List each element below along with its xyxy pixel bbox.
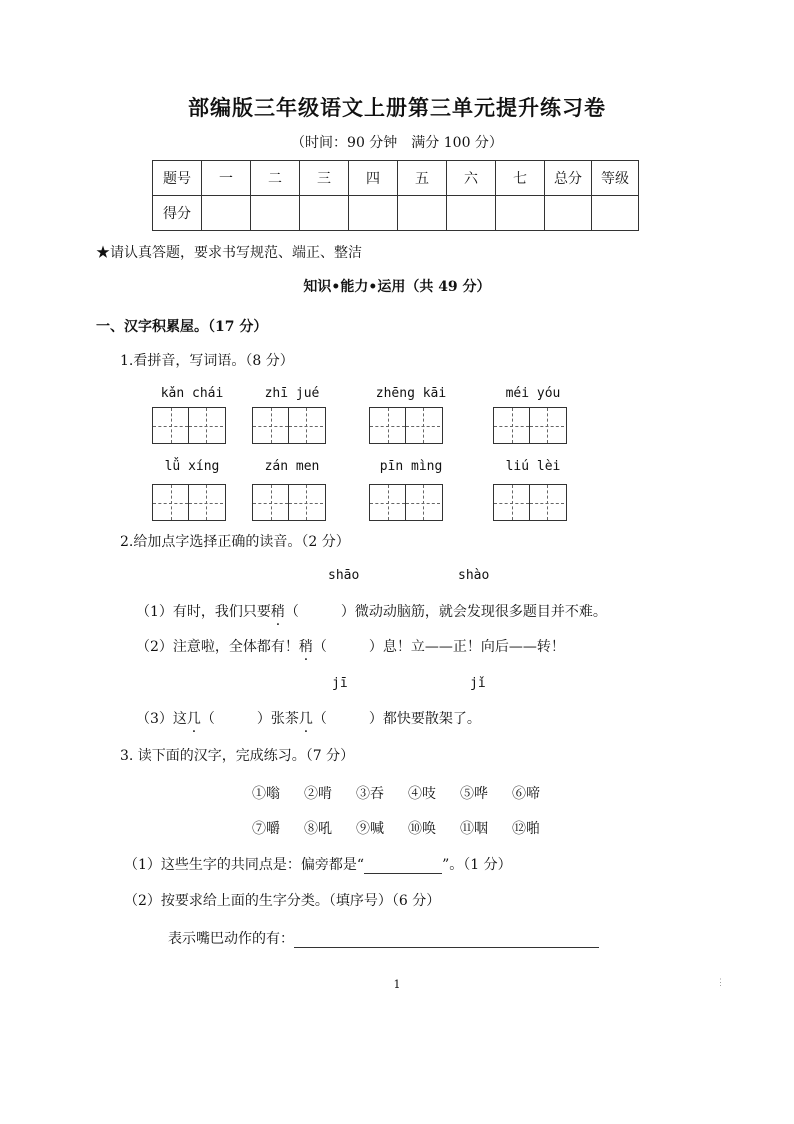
char-item: ⑩唤: [408, 821, 436, 837]
score-header-cell: 四: [349, 161, 398, 196]
score-header-cell: 题号: [153, 161, 202, 196]
char-row-2: [252, 818, 564, 838]
pinyin-item: [493, 386, 573, 444]
score-cell[interactable]: [545, 196, 592, 231]
char-item: ⑪咽: [460, 821, 488, 837]
sentence-text: （1）有时，我们只要: [136, 604, 271, 620]
score-cell[interactable]: [349, 196, 398, 231]
score-header-cell: 六: [447, 161, 496, 196]
char-item: ④吱: [408, 786, 436, 802]
q3-sub2: （2）按要求给上面的生字分类。（填序号）（6 分）: [124, 893, 441, 909]
q2-sentence-3: [136, 708, 481, 728]
reading-option: jī: [332, 676, 348, 691]
q3-sub1: [124, 854, 512, 874]
sentence-text: ”。（1 分）: [442, 857, 512, 873]
char-item: ⑥啼: [512, 786, 540, 802]
score-cell[interactable]: [202, 196, 251, 231]
score-table-score-row: [153, 196, 639, 231]
char-item: ⑤哗: [460, 786, 488, 802]
reading-option: shào: [458, 568, 490, 583]
score-header-cell: 一: [202, 161, 251, 196]
pinyin-item: [252, 459, 332, 521]
pinyin-label: pīn mìng: [379, 459, 443, 474]
writing-grid[interactable]: [493, 407, 567, 444]
pinyin-item: [152, 386, 232, 444]
char-item: ②啃: [304, 786, 332, 802]
score-header-cell: 总分: [545, 161, 592, 196]
char-item: ①嗡: [252, 786, 280, 802]
sentence-text: 微动动脑筋，就会发现很多题目并不难。: [354, 604, 607, 620]
answer-line[interactable]: [294, 933, 599, 948]
pinyin-label: liú lèi: [505, 459, 561, 474]
exam-time-info: （时间：90 分钟 满分 100 分）: [291, 135, 503, 151]
reading-option: shāo: [328, 568, 360, 583]
q1-prompt: 1.看拼音，写词语。（8 分）: [120, 353, 294, 369]
writing-grid[interactable]: [252, 407, 326, 444]
answer-blank[interactable]: （ ）: [312, 639, 383, 655]
pinyin-label: zhī jué: [264, 386, 320, 401]
sentence-text: （3）这: [136, 711, 187, 727]
pinyin-label: zán men: [264, 459, 320, 474]
char-row-1: [252, 783, 564, 803]
char-item: ⑨喊: [356, 821, 384, 837]
sentence-text: 张茶: [270, 711, 299, 727]
char-item: ⑫啪: [512, 821, 540, 837]
answer-blank[interactable]: [364, 859, 442, 874]
q2-sentence-1: [136, 601, 607, 621]
part1-title: 一、汉字积累屋。（17 分）: [96, 319, 268, 335]
writing-grid[interactable]: [369, 484, 443, 521]
score-header-cell: 五: [398, 161, 447, 196]
sentence-text: 表示嘴巴动作的有：: [168, 931, 294, 947]
answer-blank[interactable]: （ ）: [284, 604, 355, 620]
sentence-text: 都快要散架了。: [382, 711, 481, 727]
pinyin-item: [493, 459, 573, 521]
pinyin-item: [152, 459, 232, 521]
pinyin-label: zhēng kāi: [375, 386, 447, 401]
score-header-cell: 等级: [592, 161, 639, 196]
page-number: 1: [393, 978, 401, 991]
writing-grid[interactable]: [493, 484, 567, 521]
pinyin-item: [369, 459, 453, 521]
reading-option: jǐ: [470, 676, 486, 691]
writing-grid[interactable]: [152, 407, 226, 444]
sentence-text: （2）注意啦，全体都有！: [136, 639, 299, 655]
q3-sub2-line: [168, 928, 599, 948]
pinyin-item: [252, 386, 332, 444]
score-cell[interactable]: [251, 196, 300, 231]
score-cell[interactable]: [398, 196, 447, 231]
pinyin-label: kǎn chái: [160, 386, 224, 401]
score-row-label: 得分: [153, 196, 202, 231]
writing-grid[interactable]: [369, 407, 443, 444]
q2-sentence-2: [136, 636, 565, 656]
dotted-char: 稍: [298, 639, 313, 655]
q3-prompt: 3. 读下面的汉字，完成练习。（7 分）: [120, 748, 355, 764]
dotted-char: 几: [298, 711, 313, 727]
score-cell[interactable]: [447, 196, 496, 231]
pinyin-label: lǚ xíng: [164, 459, 220, 474]
score-header-cell: 二: [251, 161, 300, 196]
score-cell[interactable]: [300, 196, 349, 231]
score-table: [152, 160, 639, 231]
instructions-notice: ★请认真答题，要求书写规范、端正、整洁: [96, 245, 362, 261]
writing-grid[interactable]: [252, 484, 326, 521]
sentence-text: 息！立——正！向后——转！: [382, 639, 565, 655]
char-item: ③吞: [356, 786, 384, 802]
char-item: ⑧吼: [304, 821, 332, 837]
pinyin-item: [369, 386, 453, 444]
q2-prompt: 2.给加点字选择正确的读音。（2 分）: [120, 534, 350, 550]
sentence-text: （1）这些生字的共同点是：偏旁都是“: [124, 857, 365, 873]
score-cell[interactable]: [496, 196, 545, 231]
page-title: 部编版三年级语文上册第三单元提升练习卷: [188, 95, 606, 120]
pinyin-label: méi yóu: [505, 386, 561, 401]
writing-grid[interactable]: [152, 484, 226, 521]
score-table-header-row: [153, 161, 639, 196]
score-header-cell: 七: [496, 161, 545, 196]
dotted-char: 几: [186, 711, 201, 727]
answer-blank[interactable]: （ ）: [200, 711, 271, 727]
dotted-char: 稍: [270, 604, 285, 620]
section-heading: 知识•能力•运用（共 49 分）: [303, 279, 491, 295]
score-header-cell: 三: [300, 161, 349, 196]
answer-blank[interactable]: （ ）: [312, 711, 383, 727]
page-edge-mark: ⋮: [716, 978, 725, 988]
char-item: ⑦嚼: [252, 821, 280, 837]
score-cell[interactable]: [592, 196, 639, 231]
